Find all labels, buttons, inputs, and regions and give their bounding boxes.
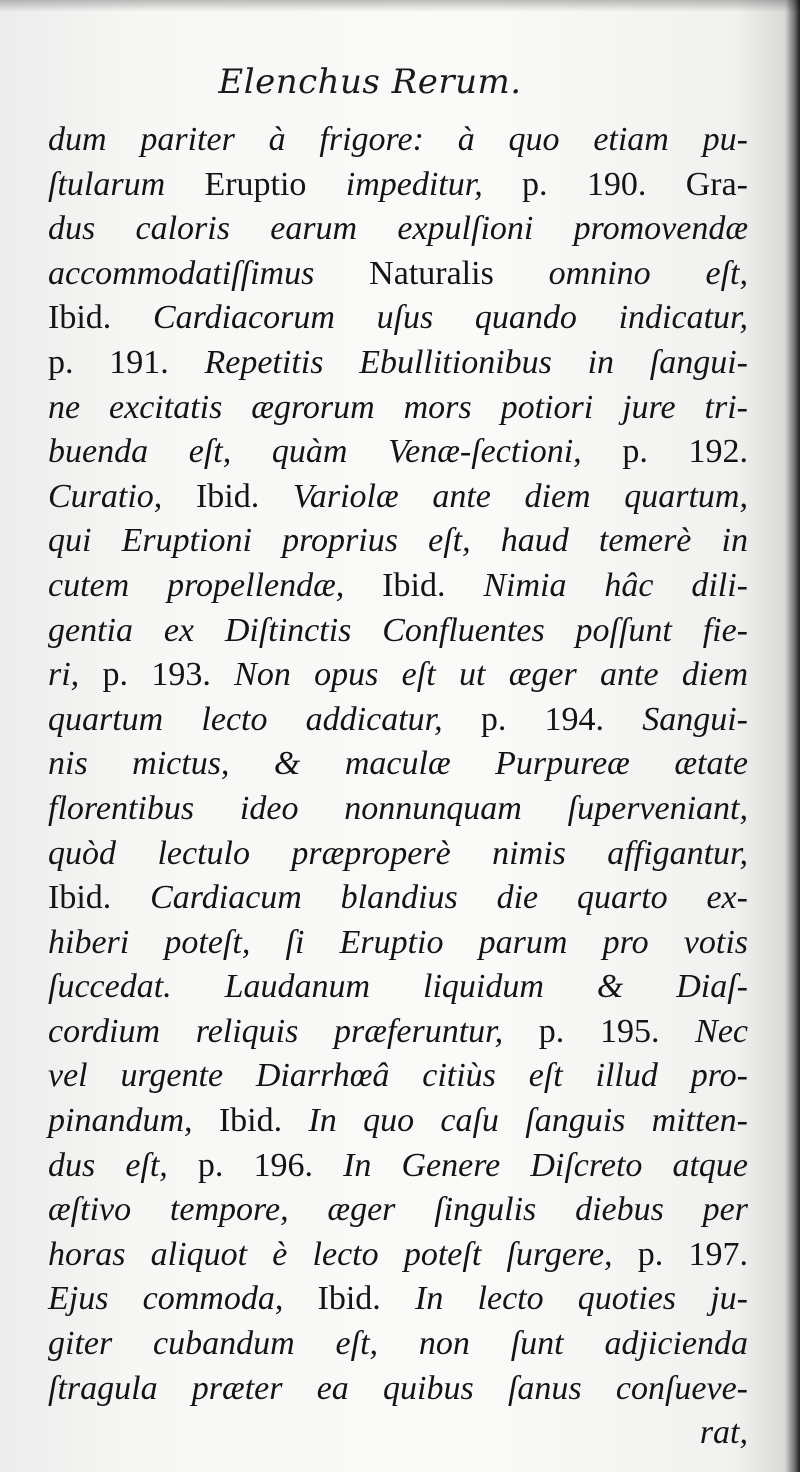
text-segment: ſtularum: [48, 165, 205, 203]
text-segment: qui Eruptioni proprius eſt, haud temerè in: [48, 522, 748, 560]
text-segment: Eruptio: [204, 165, 346, 203]
text-segment: Ibid.: [48, 299, 153, 337]
text-line: [48, 965, 748, 1010]
text-segment: quòd lectulo præproperè nimis affigantur,: [48, 834, 748, 872]
text-segment: nis mictus, & maculæ Purpureæ ætate: [48, 745, 748, 783]
text-segment: Cardiacum blandius die quarto ex-: [150, 879, 748, 917]
text-segment: florentibus ideo nonnunquam ſuperveniant,: [48, 789, 748, 827]
text-line: [48, 118, 748, 163]
text-line: [48, 1322, 748, 1367]
text-segment: p. 197.: [612, 1235, 748, 1273]
text-line: [48, 1277, 748, 1322]
text-line: [48, 430, 748, 475]
text-line: [48, 1233, 748, 1278]
text-segment: vel urgente Diarrhœâ citiùs eſt illud pro-: [48, 1057, 748, 1095]
text-segment: ſuccedat. Laudanum liquidum & Diaſ-: [48, 968, 748, 1006]
text-segment: Sangui-: [642, 700, 748, 738]
text-segment: buenda eſt, quàm Venæ-ſectioni,: [48, 433, 582, 471]
text-line: [48, 252, 748, 297]
text-segment: In lecto quoties ju-: [415, 1280, 748, 1318]
text-segment: dus eſt,: [48, 1146, 168, 1184]
text-line: [48, 296, 748, 341]
text-segment: Curatio,: [48, 477, 163, 515]
text-segment: omnino eſt,: [548, 254, 748, 292]
text-line: [48, 341, 748, 386]
text-segment: p. 193.: [79, 656, 235, 694]
text-segment: Ibid.: [192, 1102, 309, 1140]
text-segment: impeditur,: [345, 165, 483, 203]
text-segment: Ibid.: [162, 477, 293, 515]
text-segment: ri,: [48, 656, 80, 694]
text-segment: giter cubandum eſt, non ſunt adjicienda: [48, 1325, 748, 1363]
text-segment: dum pariter à frigore: à quo etiam pu-: [48, 121, 748, 158]
text-line: [48, 787, 748, 832]
text-line: [48, 1188, 748, 1233]
text-line: [48, 207, 748, 252]
text-line: [48, 564, 748, 609]
text-line: [48, 609, 748, 654]
text-segment: gentia ex Diſtinctis Confluentes poſſunt fie-: [48, 611, 748, 649]
text-line: [48, 1144, 748, 1189]
text-segment: In Genere Diſcreto atque: [343, 1146, 749, 1184]
text-segment: Variolæ ante diem quartum,: [292, 477, 748, 515]
body-text: [48, 118, 748, 1456]
text-segment: ſtragula præter ea quibus ſanus conſueve-: [48, 1369, 748, 1407]
text-segment: p. 196.: [167, 1146, 344, 1184]
text-line: [48, 832, 748, 877]
text-segment: pinandum,: [48, 1102, 193, 1140]
text-segment: æſtivo tempore, æger ſingulis diebus per: [48, 1191, 748, 1229]
text-segment: In quo caſu ſanguis mitten-: [308, 1102, 748, 1140]
text-line: [48, 876, 748, 921]
text-segment: Naturalis: [369, 254, 549, 292]
text-line: [48, 1367, 748, 1412]
text-line: [48, 653, 748, 698]
text-line: [48, 1099, 748, 1144]
text-segment: ne excitatis ægrorum mors potiori jure tri-: [48, 388, 748, 426]
text-segment: cordium reliquis præferuntur,: [48, 1012, 504, 1050]
text-segment: rat,: [699, 1414, 748, 1452]
text-line: [48, 921, 748, 966]
text-segment: Cardiacorum uſus quando indicatur,: [152, 299, 748, 337]
text-segment: Repetitis Ebullitionibus in ſangui-: [204, 343, 749, 381]
text-segment: p. 195.: [503, 1012, 696, 1050]
text-segment: accommodatiſſimus: [48, 254, 370, 292]
text-segment: p. 194.: [442, 700, 643, 738]
text-line: [48, 742, 748, 787]
text-segment: Nimia hâc dili-: [483, 566, 748, 604]
text-segment: Nec: [695, 1012, 748, 1050]
text-line: [48, 475, 748, 520]
text-line: [48, 1411, 748, 1456]
text-segment: Ibid.: [344, 566, 484, 604]
text-segment: quartum lecto addicatur,: [48, 700, 443, 738]
text-line: [48, 698, 748, 743]
text-segment: dus caloris earum expulſioni promovendæ: [48, 210, 748, 248]
text-segment: horas aliquot è lecto poteſt ſurgere,: [48, 1235, 613, 1273]
text-segment: p. 192.: [581, 433, 749, 471]
text-segment: Ibid.: [48, 879, 151, 917]
text-segment: Ejus commoda,: [48, 1280, 284, 1318]
text-line: [48, 1010, 748, 1055]
text-line: [48, 519, 748, 564]
text-line: [48, 163, 748, 208]
text-segment: hiberi poteſt, ſi Eruptio parum pro votis: [48, 923, 748, 961]
running-head: Elenchus Rerum.: [218, 62, 522, 102]
text-line: [48, 386, 748, 431]
text-line: [48, 1054, 748, 1099]
text-segment: p. 190. Gra-: [482, 165, 748, 203]
text-segment: Ibid.: [283, 1280, 416, 1318]
text-segment: Non opus eſt ut æger ante diem: [234, 656, 749, 694]
text-segment: p. 191.: [48, 343, 205, 381]
text-segment: cutem propellendæ,: [48, 566, 345, 604]
